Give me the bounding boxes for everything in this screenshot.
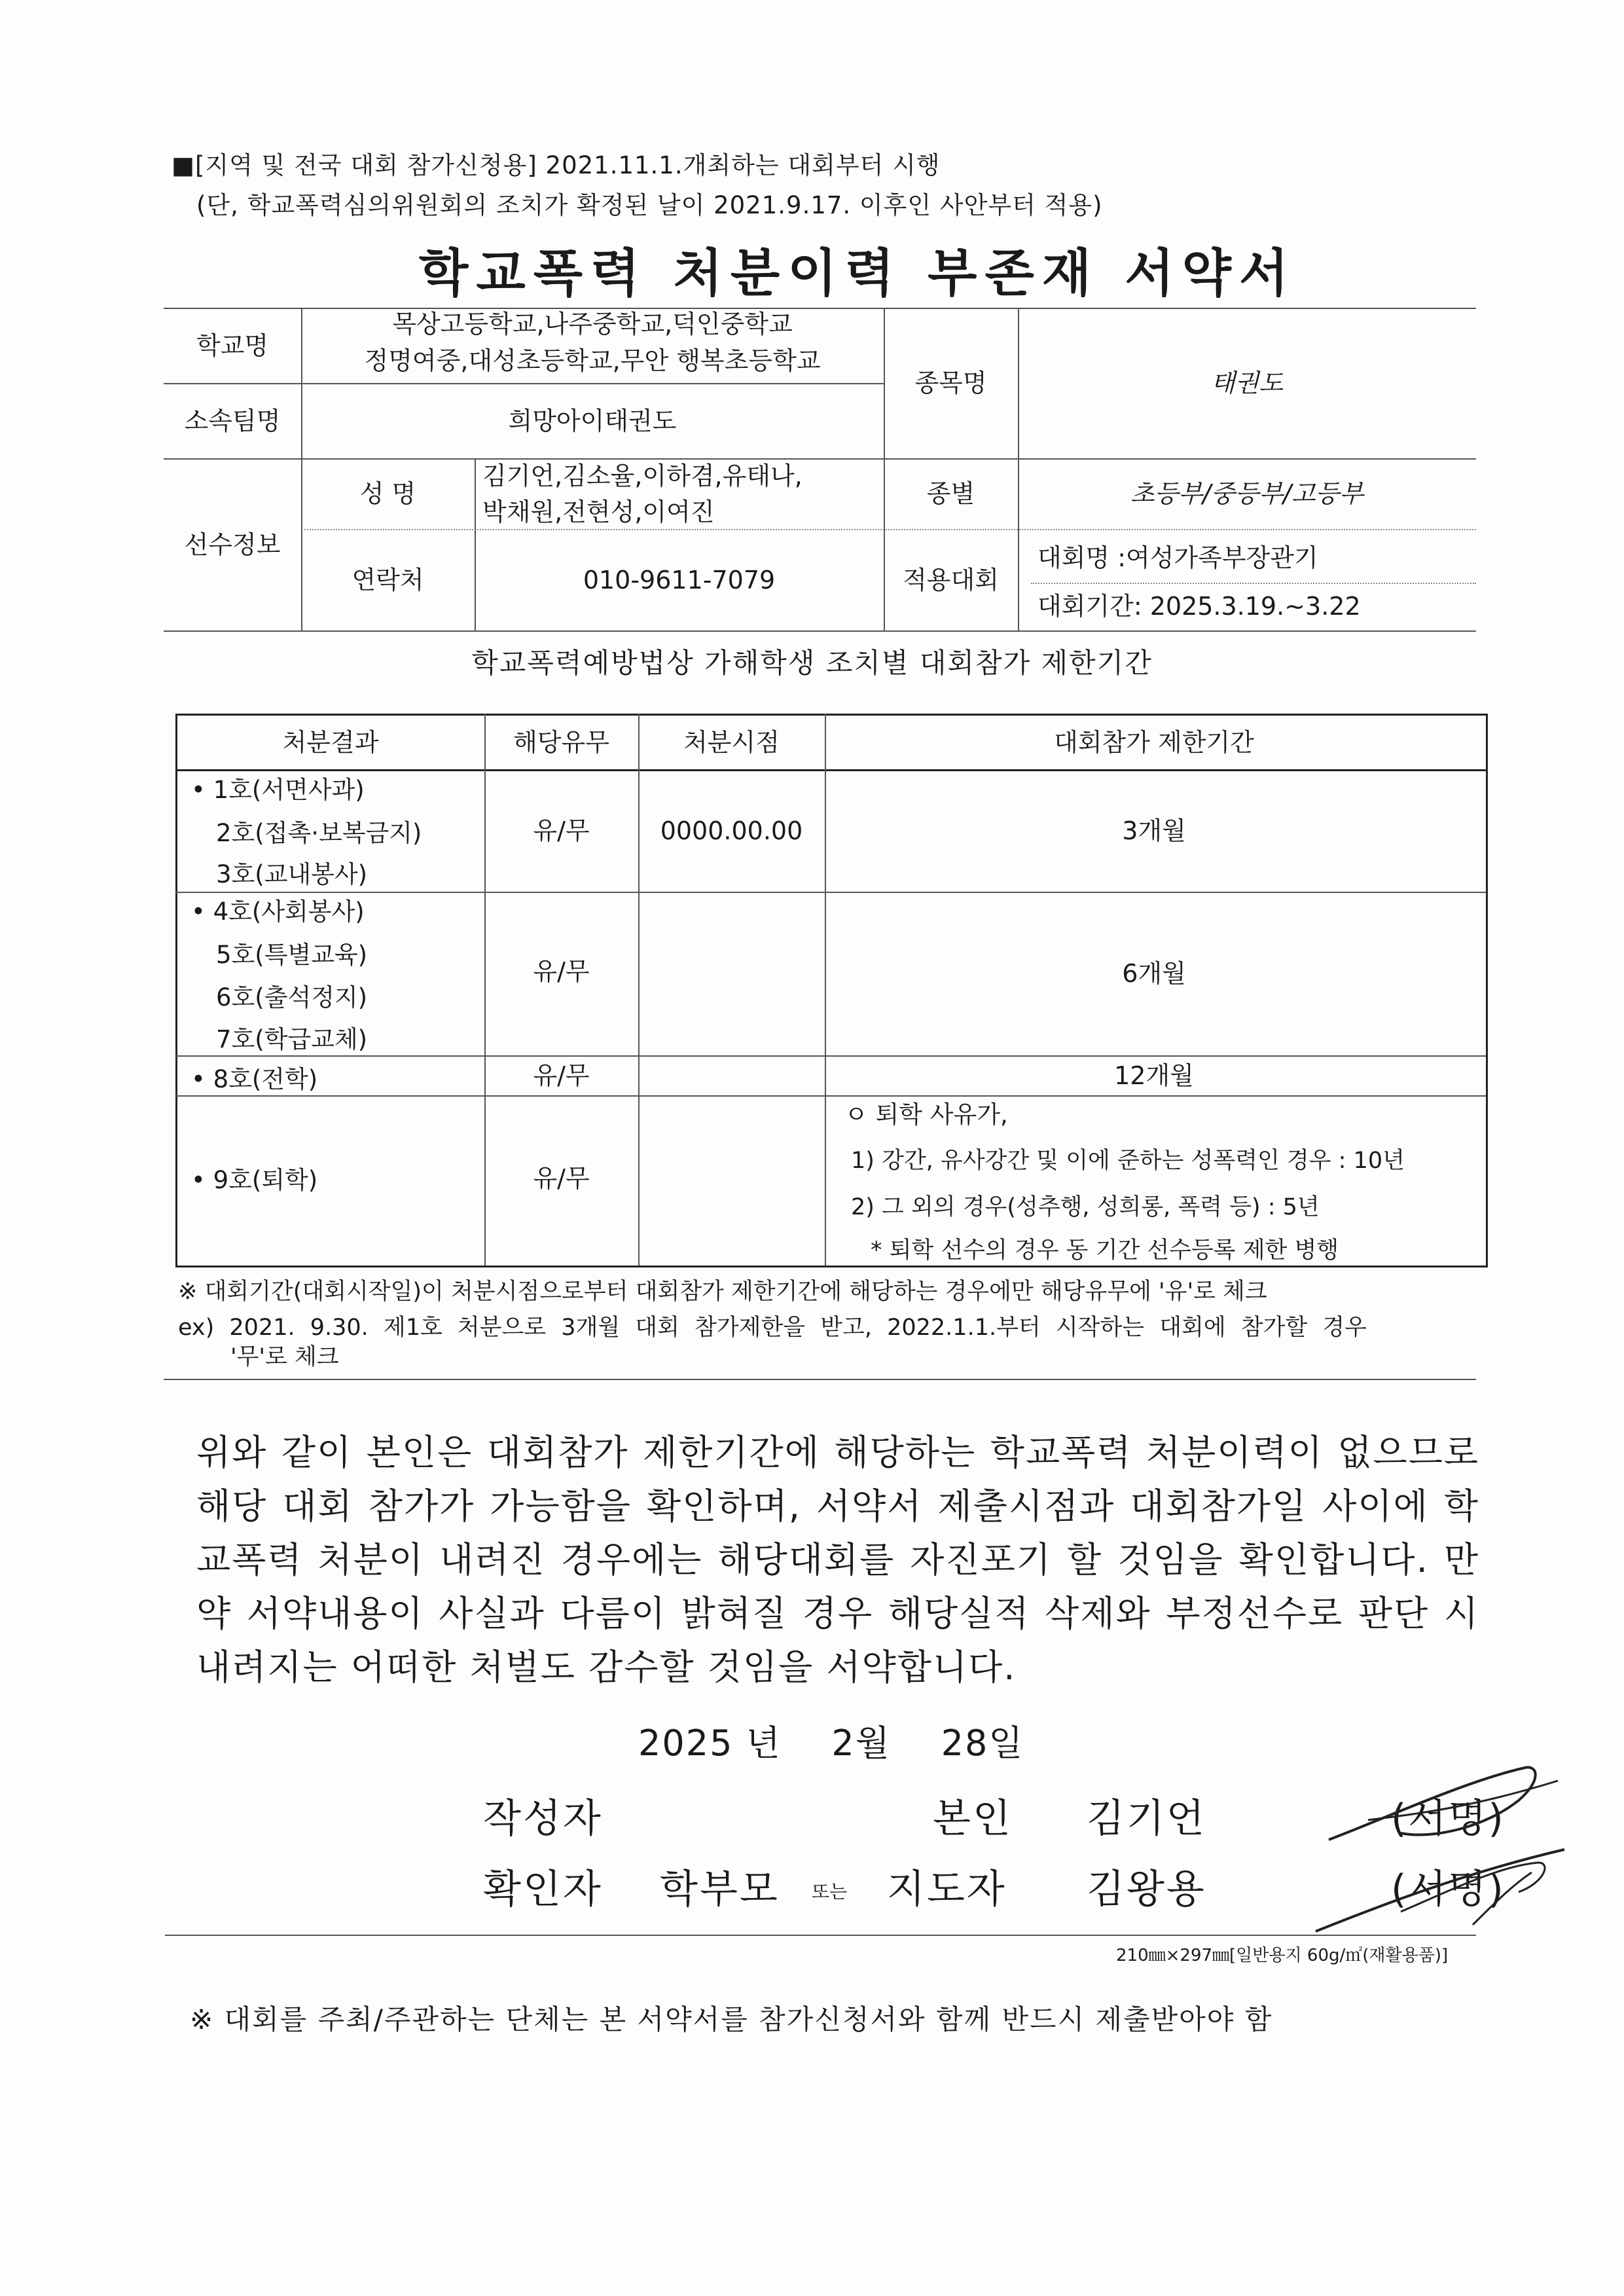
verifier-label: 확인자 (483, 1867, 603, 1912)
expulsion-detail: ㅇ 퇴학 사유가, (844, 1101, 1008, 1129)
table-row-item: • 1호(서면사과) (191, 776, 365, 804)
info-table-bottom (164, 630, 1476, 632)
value-team: 희망아이태권도 (508, 406, 677, 435)
value-event-name: 대회명 :여성가족부장관기 (1038, 543, 1318, 572)
note-example: ex) 2021. 9.30. 제1호 처분으로 3개월 대회 참가제한을 받고, 2022.1.1.부터 시작하는 대회에 참가할 경우 (178, 1315, 1367, 1341)
verifier-parent: 학부모 (660, 1867, 780, 1912)
expulsion-detail: 1) 강간, 유사강간 및 이에 준하는 성폭력인 경우 : 10년 (851, 1148, 1405, 1174)
author-role: 본인 (933, 1796, 1013, 1842)
col-header-applicable: 해당유무 (513, 727, 609, 757)
table-row-item: 3호(교내봉사) (216, 860, 368, 888)
footer-divider (165, 1935, 1476, 1936)
table-cell-period: 6개월 (1122, 959, 1186, 989)
table-cell-date (640, 1097, 823, 1262)
table-row-item: 2호(접촉·보복금지) (216, 819, 422, 847)
table-cell-applicable: 유/무 (533, 1164, 590, 1194)
label-school: 학교명 (196, 331, 269, 360)
section-title: 학교폭력예방법상 가해학생 조치별 대회참가 제한기간 (471, 647, 1153, 679)
table-row-item: • 9호(퇴학) (191, 1166, 318, 1194)
table-cell-applicable: 유/무 (533, 816, 590, 846)
verifier-name: 김왕용 (1087, 1867, 1206, 1912)
footer-note: ※ 대회를 주최/주관하는 단체는 본 서약서를 참가신청서와 함께 반드시 제출받아야 함 (190, 2003, 1273, 2035)
notice-line-1: ■[지역 및 전국 대회 참가신청용] 2021.11.1.개최하는 대회부터 시행 (171, 151, 941, 179)
table-cell-date (640, 1057, 823, 1095)
value-school: 목상고등학교,나주중학교,덕인중학교 정명여중,대성초등학교,무안 행복초등학교 (364, 310, 821, 375)
table-cell-period: 3개월 (1122, 816, 1186, 846)
label-name: 성 명 (359, 479, 416, 509)
value-division: 초등부/중등부/고등부 (1130, 479, 1363, 509)
handwritten-signature (1303, 1741, 1578, 1938)
col-header-date: 처분시점 (683, 727, 780, 757)
table-cell-date: 0000.00.00 (660, 816, 803, 846)
value-contact: 010-9611-7079 (583, 565, 776, 594)
table-cell-date (640, 893, 823, 1055)
table-row-item: 5호(특별교육) (216, 941, 368, 969)
verifier-coach: 지도자 (887, 1867, 1007, 1912)
table-row-item: 7호(학급교체) (216, 1025, 368, 1053)
label-applied-event: 적용대회 (903, 565, 999, 594)
value-sport: 태권도 (1210, 369, 1284, 398)
notice-line-2: (단, 학교폭력심의위원회의 조치가 확정된 날이 2021.9.17. 이후인 사안부터 적용) (196, 191, 1103, 219)
label-sport: 종목명 (914, 369, 987, 398)
table-row-item: • 8호(전학) (191, 1065, 318, 1093)
pledge-date: 2025 년 2월 28일 (638, 1722, 1024, 1764)
document-title: 학교폭력 처분이력 부존재 서약서 (419, 244, 1297, 303)
verifier-or: 또는 (812, 1881, 848, 1903)
author-name: 김기언 (1087, 1796, 1206, 1842)
table-row-item: • 4호(사회봉사) (191, 898, 365, 926)
value-names: 김기언,김소율,이하겸,유태나, 박채원,전현성,이여진 (482, 461, 803, 526)
author-label: 작성자 (483, 1796, 603, 1842)
table-cell-applicable: 유/무 (533, 1061, 590, 1090)
author-sign-label: (서명) (1391, 1796, 1506, 1842)
label-player-info: 선수정보 (184, 530, 281, 559)
table-cell-applicable: 유/무 (533, 957, 590, 987)
note-example-cont: '무'로 체크 (230, 1344, 339, 1370)
label-team: 소속팀명 (184, 406, 281, 435)
paper-spec: 210㎜×297㎜[일반용지 60g/㎡(재활용품)] (1116, 1946, 1449, 1965)
value-event-period: 대회기간: 2025.3.19.~3.22 (1038, 592, 1361, 621)
label-contact: 연락처 (352, 565, 424, 594)
table-row-item: 6호(출석정지) (216, 983, 368, 1011)
expulsion-detail: 2) 그 외의 경우(성추행, 성희롱, 폭력 등) : 5년 (851, 1194, 1320, 1220)
section-divider (164, 1379, 1476, 1380)
col-header-period: 대회참가 제한기간 (1054, 727, 1254, 757)
verifier-sign-label: (서명) (1391, 1867, 1506, 1912)
table-cell-period: 12개월 (1114, 1061, 1194, 1090)
label-division: 종별 (926, 479, 975, 509)
table-row-divider (175, 1095, 1486, 1097)
col-header-result: 처분결과 (282, 727, 379, 757)
note-check: ※ 대회기간(대회시작일)이 처분시점으로부터 대회참가 제한기간에 해당하는 경우에만 해당유무에 '유'로 체크 (178, 1279, 1267, 1305)
expulsion-detail: * 퇴학 선수의 경우 동 기간 선수등록 제한 병행 (871, 1237, 1339, 1264)
pledge-statement: 위와 같이 본인은 대회참가 제한기간에 해당하는 학교폭력 처분이력이 없으므로 해당 대회 참가가 가능함을 확인하며, 서약서 제출시점과 대회참가일 사이에 학교폭력 처분이 내려진 경우에는 해당대회를 자진포기 할 것임을 확인합니다. 만약 서약내용이 사실과 다름이 밝혀질 경우 해당실적 삭제와 부정선수로 판단 시 내려지는 어떠한 처벌도 감수할 것임을 서약합니다. (196, 1432, 1479, 1688)
